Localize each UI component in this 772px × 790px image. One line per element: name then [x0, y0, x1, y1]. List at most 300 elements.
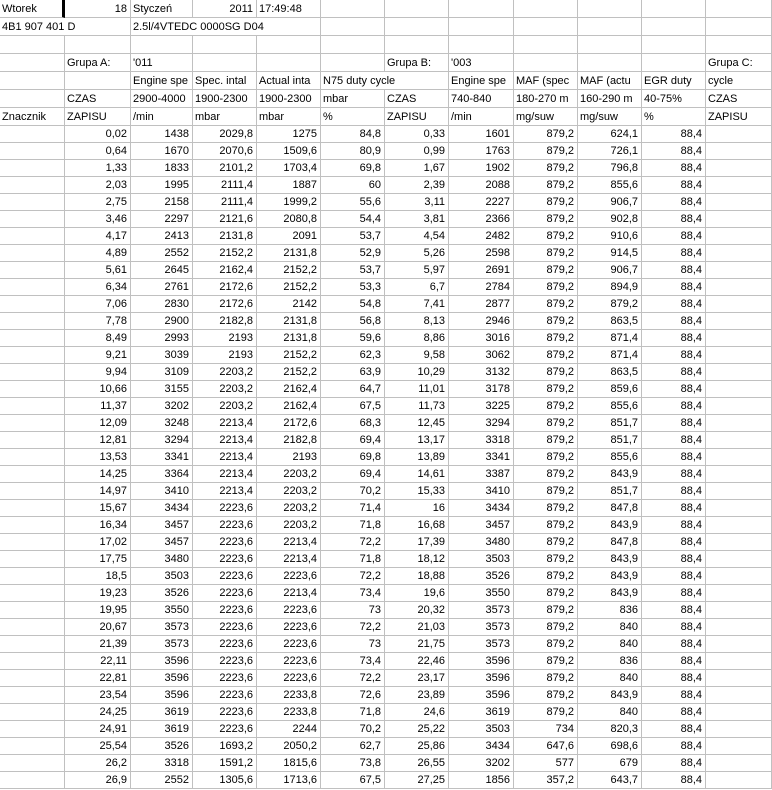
data-cell[interactable]: 2233,8 [257, 687, 321, 704]
data-cell[interactable]: 3387 [449, 466, 514, 483]
data-cell[interactable]: 879,2 [514, 194, 578, 211]
data-cell[interactable]: 2131,8 [257, 330, 321, 347]
column-header-cell[interactable]: Znacznik [0, 108, 65, 126]
cell[interactable] [0, 704, 65, 721]
data-cell[interactable]: 21,75 [385, 636, 449, 653]
cell[interactable] [0, 194, 65, 211]
data-cell[interactable]: 3016 [449, 330, 514, 347]
data-cell[interactable]: 843,9 [578, 585, 642, 602]
data-cell[interactable]: 71,8 [321, 551, 385, 568]
cell[interactable] [0, 313, 65, 330]
data-cell[interactable]: 863,5 [578, 364, 642, 381]
cell[interactable] [706, 313, 772, 330]
data-cell[interactable]: 726,1 [578, 143, 642, 160]
data-cell[interactable]: 9,58 [385, 347, 449, 364]
data-cell[interactable]: 2227 [449, 194, 514, 211]
data-cell[interactable]: 2088 [449, 177, 514, 194]
data-cell[interactable]: 26,9 [65, 772, 131, 789]
data-cell[interactable]: 2830 [131, 296, 193, 313]
data-cell[interactable]: 2203,2 [193, 364, 257, 381]
data-cell[interactable]: 4,89 [65, 245, 131, 262]
data-cell[interactable]: 1999,2 [257, 194, 321, 211]
data-cell[interactable]: 879,2 [514, 126, 578, 143]
data-cell[interactable]: 3410 [131, 483, 193, 500]
data-cell[interactable]: 2182,8 [257, 432, 321, 449]
data-cell[interactable]: 879,2 [514, 517, 578, 534]
cell[interactable] [642, 36, 706, 54]
data-cell[interactable]: 73,8 [321, 755, 385, 772]
data-cell[interactable]: 3503 [449, 551, 514, 568]
cell[interactable] [578, 18, 642, 36]
data-cell[interactable]: 2213,4 [193, 432, 257, 449]
data-cell[interactable]: 2877 [449, 296, 514, 313]
data-cell[interactable]: 71,8 [321, 704, 385, 721]
data-cell[interactable]: 1601 [449, 126, 514, 143]
cell[interactable] [0, 517, 65, 534]
cell[interactable] [0, 279, 65, 296]
data-cell[interactable]: 3062 [449, 347, 514, 364]
data-cell[interactable]: 357,2 [514, 772, 578, 789]
cell[interactable] [65, 36, 131, 54]
data-cell[interactable]: 3132 [449, 364, 514, 381]
data-cell[interactable]: 55,6 [321, 194, 385, 211]
data-cell[interactable]: 3480 [449, 534, 514, 551]
data-cell[interactable]: 879,2 [514, 568, 578, 585]
data-cell[interactable]: 1713,6 [257, 772, 321, 789]
data-cell[interactable]: 23,89 [385, 687, 449, 704]
data-cell[interactable]: 69,4 [321, 466, 385, 483]
data-cell[interactable]: 88,4 [642, 704, 706, 721]
data-cell[interactable]: 3457 [131, 517, 193, 534]
data-cell[interactable]: 2213,4 [193, 415, 257, 432]
data-cell[interactable]: 88,4 [642, 602, 706, 619]
data-cell[interactable]: 3039 [131, 347, 193, 364]
cell[interactable] [0, 143, 65, 160]
cell[interactable] [578, 36, 642, 54]
data-cell[interactable]: 88,4 [642, 160, 706, 177]
cell[interactable] [0, 585, 65, 602]
data-cell[interactable]: 2223,6 [257, 670, 321, 687]
data-cell[interactable]: 17,39 [385, 534, 449, 551]
data-cell[interactable]: 2223,6 [193, 721, 257, 738]
data-cell[interactable]: 3341 [449, 449, 514, 466]
data-cell[interactable]: 63,9 [321, 364, 385, 381]
cell[interactable] [706, 228, 772, 245]
cell[interactable] [449, 36, 514, 54]
data-cell[interactable]: 2691 [449, 262, 514, 279]
data-cell[interactable]: 88,4 [642, 194, 706, 211]
data-cell[interactable]: 894,9 [578, 279, 642, 296]
data-cell[interactable]: 3294 [449, 415, 514, 432]
data-cell[interactable]: 88,4 [642, 143, 706, 160]
column-header-cell[interactable]: mg/suw [514, 108, 578, 126]
data-cell[interactable]: 3573 [131, 619, 193, 636]
data-cell[interactable]: 2142 [257, 296, 321, 313]
cell[interactable] [706, 296, 772, 313]
data-cell[interactable]: 2111,4 [193, 177, 257, 194]
data-cell[interactable]: 2193 [193, 347, 257, 364]
data-cell[interactable]: 2131,8 [193, 228, 257, 245]
cell[interactable] [706, 772, 772, 789]
column-header-cell[interactable]: N75 duty cycle [321, 72, 449, 90]
data-cell[interactable]: 2,03 [65, 177, 131, 194]
data-cell[interactable]: 3503 [131, 568, 193, 585]
cell[interactable] [0, 500, 65, 517]
data-cell[interactable]: 88,4 [642, 177, 706, 194]
cell[interactable] [0, 466, 65, 483]
data-cell[interactable]: 879,2 [514, 313, 578, 330]
cell[interactable] [706, 738, 772, 755]
cell[interactable] [706, 636, 772, 653]
group-b-label[interactable]: Grupa B: [385, 54, 449, 72]
cell[interactable] [0, 126, 65, 143]
cell[interactable] [514, 54, 578, 72]
data-cell[interactable]: 1670 [131, 143, 193, 160]
cell[interactable] [706, 160, 772, 177]
data-cell[interactable]: 843,9 [578, 551, 642, 568]
data-cell[interactable]: 88,4 [642, 551, 706, 568]
data-cell[interactable]: 2111,4 [193, 194, 257, 211]
data-cell[interactable]: 879,2 [514, 704, 578, 721]
data-cell[interactable]: 1,67 [385, 160, 449, 177]
month-cell[interactable]: Styczeń [131, 0, 193, 18]
data-cell[interactable]: 2091 [257, 228, 321, 245]
data-cell[interactable]: 3480 [131, 551, 193, 568]
data-cell[interactable]: 3457 [131, 534, 193, 551]
data-cell[interactable]: 879,2 [514, 296, 578, 313]
data-cell[interactable]: 879,2 [514, 483, 578, 500]
data-cell[interactable]: 2223,6 [257, 653, 321, 670]
data-cell[interactable]: 67,5 [321, 398, 385, 415]
data-cell[interactable]: 2101,2 [193, 160, 257, 177]
cell[interactable] [706, 177, 772, 194]
cell[interactable] [0, 211, 65, 228]
data-cell[interactable]: 879,2 [514, 449, 578, 466]
data-cell[interactable]: 879,2 [514, 551, 578, 568]
cell[interactable] [0, 653, 65, 670]
cell[interactable] [706, 126, 772, 143]
data-cell[interactable]: 910,6 [578, 228, 642, 245]
data-cell[interactable]: 3573 [449, 602, 514, 619]
data-cell[interactable]: 2203,2 [257, 483, 321, 500]
data-cell[interactable]: 2366 [449, 211, 514, 228]
data-cell[interactable]: 3457 [449, 517, 514, 534]
data-cell[interactable]: 23,17 [385, 670, 449, 687]
column-header-cell[interactable]: Actual inta [257, 72, 321, 90]
data-cell[interactable]: 2213,4 [257, 534, 321, 551]
data-cell[interactable]: 88,4 [642, 347, 706, 364]
data-cell[interactable]: 855,6 [578, 449, 642, 466]
cell[interactable] [706, 619, 772, 636]
data-cell[interactable]: 3410 [449, 483, 514, 500]
column-header-cell[interactable]: CZAS [706, 90, 772, 108]
cell[interactable] [706, 483, 772, 500]
data-cell[interactable]: 19,95 [65, 602, 131, 619]
data-cell[interactable]: 879,2 [514, 585, 578, 602]
data-cell[interactable]: 22,46 [385, 653, 449, 670]
cell[interactable] [0, 398, 65, 415]
data-cell[interactable]: 3155 [131, 381, 193, 398]
cell[interactable] [0, 568, 65, 585]
data-cell[interactable]: 1763 [449, 143, 514, 160]
data-cell[interactable]: 624,1 [578, 126, 642, 143]
cell[interactable] [706, 262, 772, 279]
data-cell[interactable]: 2,75 [65, 194, 131, 211]
year-cell[interactable]: 2011 [193, 0, 257, 18]
data-cell[interactable]: 3434 [131, 500, 193, 517]
cell[interactable] [706, 381, 772, 398]
column-header-cell[interactable]: EGR duty [642, 72, 706, 90]
data-cell[interactable]: 863,5 [578, 313, 642, 330]
data-cell[interactable]: 16,34 [65, 517, 131, 534]
data-cell[interactable]: 836 [578, 653, 642, 670]
data-cell[interactable]: 12,09 [65, 415, 131, 432]
data-cell[interactable]: 3178 [449, 381, 514, 398]
data-cell[interactable]: 13,53 [65, 449, 131, 466]
data-cell[interactable]: 1438 [131, 126, 193, 143]
cell[interactable] [0, 330, 65, 347]
data-cell[interactable]: 2162,4 [193, 262, 257, 279]
cell[interactable] [0, 296, 65, 313]
data-cell[interactable]: 88,4 [642, 313, 706, 330]
data-cell[interactable]: 15,67 [65, 500, 131, 517]
cell[interactable] [0, 738, 65, 755]
data-cell[interactable]: 67,5 [321, 772, 385, 789]
cell[interactable] [193, 54, 257, 72]
cell[interactable] [706, 347, 772, 364]
cell[interactable] [321, 36, 385, 54]
data-cell[interactable]: 2223,6 [193, 585, 257, 602]
data-cell[interactable]: 0,64 [65, 143, 131, 160]
data-cell[interactable]: 72,2 [321, 670, 385, 687]
cell[interactable] [578, 54, 642, 72]
data-cell[interactable]: 59,6 [321, 330, 385, 347]
column-header-cell[interactable]: mg/suw [578, 108, 642, 126]
data-cell[interactable]: 10,66 [65, 381, 131, 398]
data-cell[interactable]: 859,6 [578, 381, 642, 398]
data-cell[interactable]: 16,68 [385, 517, 449, 534]
data-cell[interactable]: 879,2 [514, 262, 578, 279]
column-header-cell[interactable]: ZAPISU [65, 108, 131, 126]
cell[interactable] [385, 0, 449, 18]
data-cell[interactable]: 879,2 [514, 398, 578, 415]
data-cell[interactable]: 25,22 [385, 721, 449, 738]
column-header-cell[interactable]: Spec. intal [193, 72, 257, 90]
data-cell[interactable]: 88,4 [642, 415, 706, 432]
data-cell[interactable]: 2172,6 [193, 279, 257, 296]
data-cell[interactable]: 1693,2 [193, 738, 257, 755]
data-cell[interactable]: 88,4 [642, 585, 706, 602]
data-cell[interactable]: 840 [578, 670, 642, 687]
data-cell[interactable]: 3202 [449, 755, 514, 772]
data-cell[interactable]: 2152,2 [257, 262, 321, 279]
data-cell[interactable]: 9,21 [65, 347, 131, 364]
data-cell[interactable]: 4,17 [65, 228, 131, 245]
data-cell[interactable]: 88,4 [642, 364, 706, 381]
data-cell[interactable]: 796,8 [578, 160, 642, 177]
data-cell[interactable]: 2193 [193, 330, 257, 347]
data-cell[interactable]: 0,02 [65, 126, 131, 143]
cell[interactable] [0, 619, 65, 636]
cell[interactable] [706, 449, 772, 466]
data-cell[interactable]: 14,61 [385, 466, 449, 483]
cell[interactable] [642, 18, 706, 36]
column-header-cell[interactable]: 1900-2300 [257, 90, 321, 108]
data-cell[interactable]: 2162,4 [257, 381, 321, 398]
data-cell[interactable]: 2152,2 [257, 279, 321, 296]
data-cell[interactable]: 879,2 [514, 381, 578, 398]
data-cell[interactable]: 847,8 [578, 500, 642, 517]
data-cell[interactable]: 2223,6 [193, 602, 257, 619]
data-cell[interactable]: 879,2 [514, 364, 578, 381]
cell[interactable] [321, 0, 385, 18]
data-cell[interactable]: 22,11 [65, 653, 131, 670]
data-cell[interactable]: 11,37 [65, 398, 131, 415]
data-cell[interactable]: 3550 [449, 585, 514, 602]
data-cell[interactable]: 3503 [449, 721, 514, 738]
data-cell[interactable]: 840 [578, 704, 642, 721]
data-cell[interactable]: 855,6 [578, 177, 642, 194]
column-header-cell[interactable]: MAF (spec [514, 72, 578, 90]
data-cell[interactable]: 18,5 [65, 568, 131, 585]
cell[interactable] [514, 0, 578, 18]
data-cell[interactable]: 88,4 [642, 721, 706, 738]
data-cell[interactable]: 3596 [131, 653, 193, 670]
data-cell[interactable]: 8,13 [385, 313, 449, 330]
data-cell[interactable]: 840 [578, 619, 642, 636]
cell[interactable] [706, 670, 772, 687]
cell[interactable] [0, 160, 65, 177]
data-cell[interactable]: 879,2 [514, 415, 578, 432]
data-cell[interactable]: 2213,4 [257, 551, 321, 568]
data-cell[interactable]: 1833 [131, 160, 193, 177]
engine-code-cell[interactable]: 2.5l/4VTEDC 0000SG D04 [131, 18, 321, 36]
cell[interactable] [578, 0, 642, 18]
column-header-cell[interactable]: mbar [193, 108, 257, 126]
data-cell[interactable]: 2029,8 [193, 126, 257, 143]
cell[interactable] [0, 772, 65, 789]
data-cell[interactable]: 2552 [131, 245, 193, 262]
column-header-cell[interactable]: ZAPISU [706, 108, 772, 126]
data-cell[interactable]: 3225 [449, 398, 514, 415]
data-cell[interactable]: 15,33 [385, 483, 449, 500]
cell[interactable] [0, 364, 65, 381]
column-header-cell[interactable]: % [321, 108, 385, 126]
data-cell[interactable]: 62,7 [321, 738, 385, 755]
data-cell[interactable]: 88,4 [642, 296, 706, 313]
data-cell[interactable]: 3202 [131, 398, 193, 415]
data-cell[interactable]: 21,39 [65, 636, 131, 653]
data-cell[interactable]: 7,41 [385, 296, 449, 313]
data-cell[interactable]: 2413 [131, 228, 193, 245]
data-cell[interactable]: 2223,6 [193, 534, 257, 551]
data-cell[interactable]: 88,4 [642, 619, 706, 636]
column-header-cell[interactable]: % [642, 108, 706, 126]
cell[interactable] [706, 330, 772, 347]
column-header-cell[interactable]: mbar [257, 108, 321, 126]
data-cell[interactable]: 88,4 [642, 517, 706, 534]
data-cell[interactable]: 2223,6 [257, 568, 321, 585]
column-header-cell[interactable]: 2900-4000 [131, 90, 193, 108]
data-cell[interactable]: 679 [578, 755, 642, 772]
data-cell[interactable]: 577 [514, 755, 578, 772]
data-cell[interactable]: 5,61 [65, 262, 131, 279]
data-cell[interactable]: 88,4 [642, 483, 706, 500]
cell[interactable] [706, 398, 772, 415]
cell[interactable] [706, 704, 772, 721]
cell[interactable] [514, 36, 578, 54]
data-cell[interactable]: 10,29 [385, 364, 449, 381]
cell[interactable] [449, 18, 514, 36]
column-header-cell[interactable]: Engine spe [131, 72, 193, 90]
cell[interactable] [706, 500, 772, 517]
data-cell[interactable]: 879,2 [514, 347, 578, 364]
cell[interactable] [706, 0, 772, 18]
cell[interactable] [706, 585, 772, 602]
data-cell[interactable]: 643,7 [578, 772, 642, 789]
data-cell[interactable]: 17,75 [65, 551, 131, 568]
data-cell[interactable]: 2152,2 [257, 347, 321, 364]
data-cell[interactable]: 647,6 [514, 738, 578, 755]
column-header-cell[interactable]: 180-270 m [514, 90, 578, 108]
data-cell[interactable]: 19,6 [385, 585, 449, 602]
data-cell[interactable]: 879,2 [514, 670, 578, 687]
data-cell[interactable]: 855,6 [578, 398, 642, 415]
data-cell[interactable]: 914,5 [578, 245, 642, 262]
group-c-label[interactable]: Grupa C: [706, 54, 772, 72]
data-cell[interactable]: 851,7 [578, 432, 642, 449]
data-cell[interactable]: 26,55 [385, 755, 449, 772]
data-cell[interactable]: 3619 [131, 704, 193, 721]
data-cell[interactable]: 3550 [131, 602, 193, 619]
data-cell[interactable]: 2223,6 [193, 517, 257, 534]
data-cell[interactable]: 3596 [449, 653, 514, 670]
data-cell[interactable]: 73,4 [321, 585, 385, 602]
data-cell[interactable]: 1275 [257, 126, 321, 143]
column-header-cell[interactable]: 1900-2300 [193, 90, 257, 108]
cell[interactable] [706, 364, 772, 381]
data-cell[interactable]: 2162,4 [257, 398, 321, 415]
data-cell[interactable]: 879,2 [514, 228, 578, 245]
data-cell[interactable]: 2223,6 [193, 500, 257, 517]
data-cell[interactable]: 879,2 [514, 177, 578, 194]
data-cell[interactable]: 71,8 [321, 517, 385, 534]
data-cell[interactable]: 906,7 [578, 262, 642, 279]
cell[interactable] [0, 262, 65, 279]
data-cell[interactable]: 902,8 [578, 211, 642, 228]
part-number-cell[interactable]: 4B1 907 401 D [0, 18, 131, 36]
data-cell[interactable]: 2152,2 [257, 364, 321, 381]
data-cell[interactable]: 0,99 [385, 143, 449, 160]
data-cell[interactable]: 84,8 [321, 126, 385, 143]
data-cell[interactable]: 2223,6 [193, 704, 257, 721]
data-cell[interactable]: 88,4 [642, 432, 706, 449]
cell[interactable] [0, 534, 65, 551]
data-cell[interactable]: 3341 [131, 449, 193, 466]
data-cell[interactable]: 60 [321, 177, 385, 194]
data-cell[interactable]: 2203,2 [257, 500, 321, 517]
data-cell[interactable]: 698,6 [578, 738, 642, 755]
data-cell[interactable]: 70,2 [321, 721, 385, 738]
cell[interactable] [642, 54, 706, 72]
data-cell[interactable]: 88,4 [642, 245, 706, 262]
cell[interactable] [0, 483, 65, 500]
data-cell[interactable]: 3596 [131, 670, 193, 687]
cell[interactable] [706, 602, 772, 619]
data-cell[interactable]: 17,02 [65, 534, 131, 551]
cell[interactable] [706, 415, 772, 432]
column-header-cell[interactable]: 40-75% [642, 90, 706, 108]
